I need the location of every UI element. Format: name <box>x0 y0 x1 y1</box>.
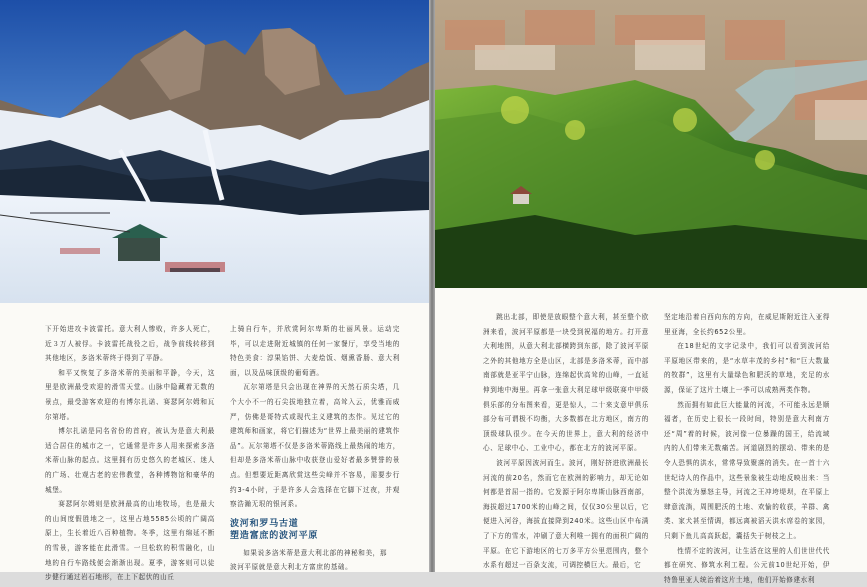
paragraph: 在18世纪的文字记录中，我们可以看到波河给平原地区带来的，是“水草丰茂的乡村”和“巨大数量的牧群”，这里有大量绿色和肥沃的草地，充足的水源，保证了这片土壤上一季可以成熟两类作物。 <box>664 339 830 397</box>
left-page <box>0 0 429 572</box>
turin-river-green-hills-photo <box>435 0 867 288</box>
paragraph: 瓦尔第塔是只会出现在神界的天然石质尖塔，几个大小不一的石尖拔地独立着，高耸入云，优雅而威严，仿佛是哥特式或现代主义建筑的杰作。见过它的建筑师和画家，将它们描述为“世界上最美丽的建筑作品”。瓦尔第塔不仅是多洛米蒂路线上最热闹的地方，但却是多洛米蒂山脉中收获登山爱好者最多赞誉的景点。但想要近距离欣赏这些尖峰并不容易，需要步行约3-4小时，于是许多人会选择在它脚下过夜，并观察浩瀚无垠的银河系。 <box>230 380 400 511</box>
right-text-column-2 <box>664 310 830 587</box>
left-text-column-2 <box>230 322 400 575</box>
right-text-column-1 <box>483 310 649 573</box>
paragraph: 和平又恢复了多洛米蒂的美丽和平静，今天，这里是欧洲最受欢迎的滑雪天堂。山脉中隐藏着无数的景点，最受游客欢迎的有博尔扎诺、赛瑟阿尔姆和瓦尔第塔。 <box>45 366 215 424</box>
paragraph: 波河平原就是意大利北方富庶的基础。 <box>230 560 400 575</box>
paragraph: 跳出北部，即使是放眼整个意大利，甚至整个欧洲来看，波河平原都是一块受到祝福的地方。打开意大利地图，从意大利北部横跨到东部，除了波河平原之外的其他地方全是山区，北部是多洛米蒂，而中部南部就是亚平宁山脉，连绵起伏高耸的山峰，一直延伸到地中海里。再拿一张意大利足球甲级联赛中甲级俱乐部的分布图来看，更是惊人，二十来支意甲俱乐部分布可谓极不均衡，大多数都在北方地区，南方的顶级球队很少。在今天的世界上，意大利的经济中心、足球中心、工业中心，都在北方的波河平原。 <box>483 310 649 456</box>
right-page <box>435 0 867 572</box>
paragraph: 然而拥有如此巨大能量的河流，不可能永远是顺福者，在历史上很长一段时间，特别是意大利南方还“周”着的时候，波河像一位暴躁的国王，给流域内的人们带来无数痛苦。河道剧烈的摆动、带来的是令人恐惧的洪水，常常导致聚落的消失。在一首十六世纪诗人的作品中，这些景象被生动地反映出来：当整个洪流为暴怒主导，河流之王冲垮堤坝，在平原上肆意流淌，周围肥沃的土地、欢愉的收获，羊群、禽类、家犬甚至情调，都远离被滔天洪水席卷的家园，只剩下鱼儿高高跃起，囊括失于树枝之上。 <box>664 398 830 544</box>
dolomites-ski-resort-photo <box>0 0 429 303</box>
section-heading-line-2: 塑造富庶的波河平原 <box>230 530 400 542</box>
section-heading-line-1: 波河和罗马古道 <box>230 518 400 530</box>
paragraph: 性情不定的波河，让生活在这里的人们世世代代都在研究、修筑水利工程。公元前10世纪开始，伊特鲁里亚人统治着这片土地，他们开始修建水利 <box>664 544 830 587</box>
paragraph: 上骑自行车，并欣赏阿尔卑斯的壮丽风景。运动完毕，可以走进附近城镇的任何一家餐厅，享受当地的特色美食：淳果馅饼、大麦烩饭、烟熏香肠、意大利面，以及品味顶级的葡萄酒。 <box>230 322 400 380</box>
paragraph: 下开始进攻卡波雷托。意大利人惨败，许多人死亡，近３万人被俘。卡波雷托战役之后，战争前线转移到其他地区，多洛米蒂终于得到了平静。 <box>45 322 215 366</box>
paragraph: 如果说多洛米蒂是意大利北部的神秘和美，那 <box>230 546 400 561</box>
paragraph: 波河平原因波河而生。波河，刚好挤进欧洲最长河流的前20名，然而它在欧洲的影响力，却无论如何都是首屈一指的。它发源于阿尔卑斯山脉西南部，海拔超过1700米的山峰之间，仅仅30公里以后，它便进入河谷，海拔直接降到240米。这些山区中布满了下方的雪水，冲刷了意大利唯一拥有的面积广阔的平原。在它下游地区的七万多平方公里范围内，整个水系有超过一百条支流，可调控横巨大。最后，它 <box>483 456 649 573</box>
paragraph: 赛瑟阿尔姆则是欧洲最高的山地牧场，也是最大的山间度假胜地之一，这里占地5585公顷的广阔高原上，生长着近八百种植物。冬季，这里有绵延不断的雪景，游客能在此滑雪。一旦松软的积雪融化，山地的自行车路线便会渐渐出现。夏季，游客则可以徒步健行通过岩石地形，在上下起伏的山丘 <box>45 497 215 585</box>
left-text-column-1 <box>45 322 215 585</box>
paragraph: 坚定地沿着自西向东的方向，在威尼斯附近注入亚得里亚海，全长约652公里。 <box>664 310 830 339</box>
section-heading <box>230 518 400 542</box>
paragraph: 博尔扎诺是同名省份的首府，被认为是意大利最适合居住的城市之一，它通常是许多人用来探索多洛米蒂山脉的起点。这里拥有历史悠久的老城区、迷人的广场、壮观古老的宏伟教堂，各种博物馆和豪华的城堡。 <box>45 424 215 497</box>
